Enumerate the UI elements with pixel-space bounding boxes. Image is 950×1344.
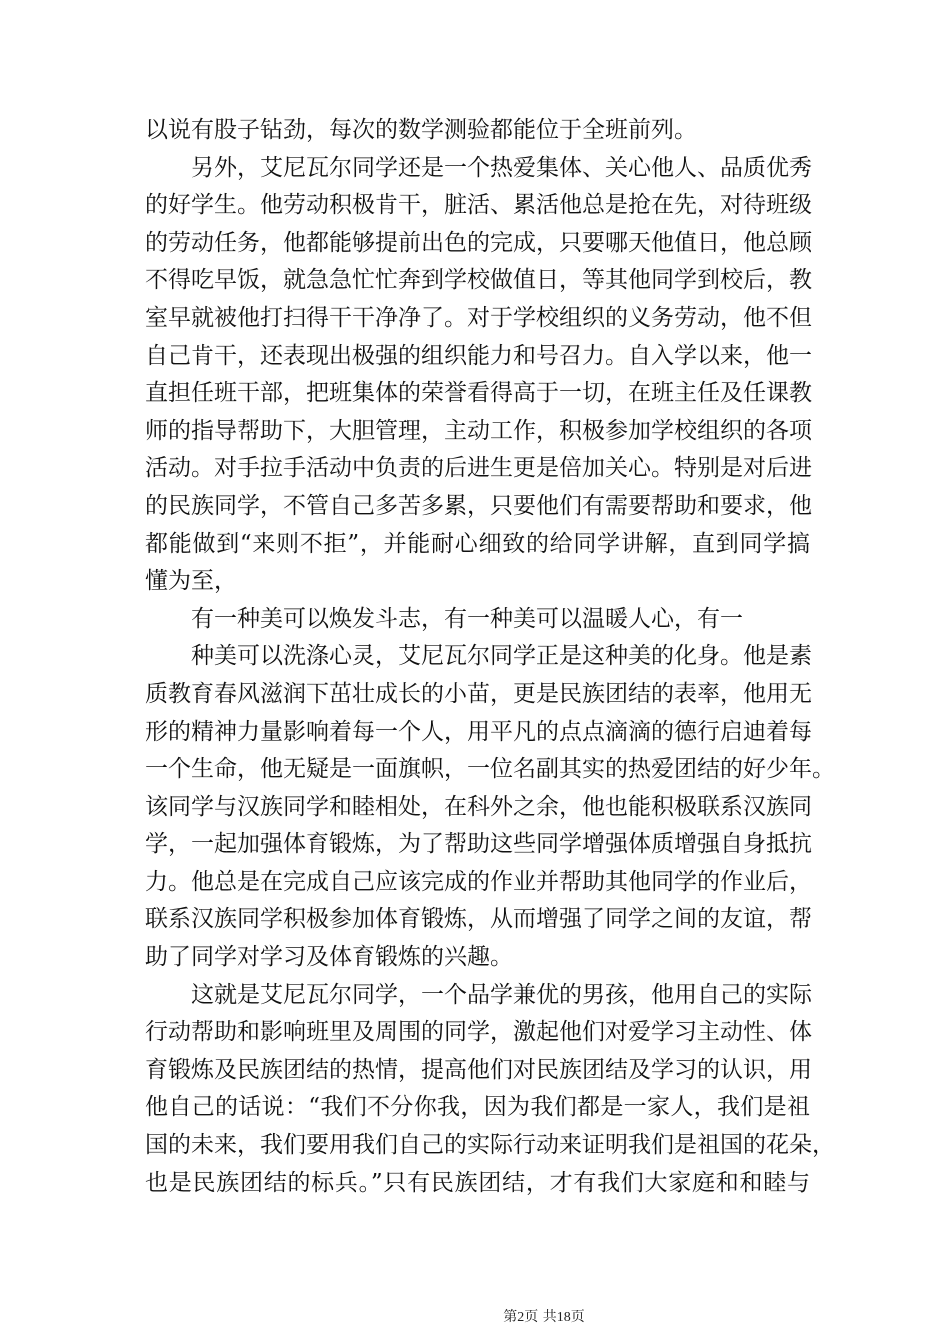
text-line: 自己肯干，还表现出极强的组织能力和号召力。自入学以来，他一 xyxy=(145,342,812,369)
text-line: 国的未来，我们要用我们自己的实际行动来证明我们是祖国的花朵， xyxy=(145,1132,835,1159)
text-line: 形的精神力量影响着每一个人，用平凡的点点滴滴的德行启迪着每 xyxy=(145,718,812,745)
text-line: 的好学生。他劳动积极肯干，脏活、累活他总是抢在先，对待班级 xyxy=(145,192,812,219)
footer-suffix: 页 xyxy=(570,1309,585,1325)
text-line: 行动帮助和影响班里及周围的同学，激起他们对爱学习主动性、体 xyxy=(145,1019,812,1046)
text-line: 懂为至， xyxy=(145,568,237,595)
text-line: 直担任班干部，把班集体的荣誉看得高于一切，在班主任及任课教 xyxy=(145,380,812,407)
text-line: 的民族同学，不管自己多苦多累，只要他们有需要帮助和要求，他 xyxy=(145,492,812,519)
text-line: 育锻炼及民族团结的热情，提高他们对民族团结及学习的认识，用 xyxy=(145,1056,812,1083)
text-line: 室早就被他打扫得干干净净了。对于学校组织的义务劳动，他不但 xyxy=(145,304,812,331)
footer-middle: 页 共 xyxy=(524,1309,557,1325)
text-line: 另外，艾尼瓦尔同学还是一个热爱集体、关心他人、品质优秀 xyxy=(191,154,812,181)
text-line: 质教育春风滋润下茁壮成长的小苗，更是民族团结的表率，他用无 xyxy=(145,680,812,707)
text-line: 的劳动任务，他都能够提前出色的完成，只要哪天他值日，他总顾 xyxy=(145,229,812,256)
text-line: 他自己的话说：“我们不分你我，因为我们都是一家人，我们是祖 xyxy=(145,1094,810,1121)
text-line: 力。他总是在完成自己应该完成的作业并帮助其他同学的作业后， xyxy=(145,868,812,895)
current-page-number: 2 xyxy=(517,1310,525,1325)
text-line: 助了同学对学习及体育锻炼的兴趣。 xyxy=(145,944,513,971)
body-text xyxy=(145,112,835,1202)
text-line: 有一种美可以焕发斗志，有一种美可以温暖人心，有一 xyxy=(191,605,743,632)
page-footer xyxy=(0,1306,950,1326)
total-page-count: 18 xyxy=(556,1310,571,1325)
text-line: 这就是艾尼瓦尔同学，一个品学兼优的男孩，他用自己的实际 xyxy=(191,981,812,1008)
footer-prefix: 第 xyxy=(503,1309,518,1325)
text-line: 师的指导帮助下，大胆管理，主动工作，积极参加学校组织的各项 xyxy=(145,417,812,444)
text-line: 活动。对手拉手活动中负责的后进生更是倍加关心。特别是对后进 xyxy=(145,455,812,482)
text-line: 一个生命，他无疑是一面旗帜，一位名副其实的热爱团结的好少年。 xyxy=(145,756,835,783)
text-line: 以说有股子钻劲，每次的数学测验都能位于全班前列。 xyxy=(145,117,697,143)
text-line: 联系汉族同学积极参加体育锻炼，从而增强了同学之间的友谊，帮 xyxy=(145,906,812,933)
text-line: 也是民族团结的标兵。”只有民族团结，才有我们大家庭和和睦与 xyxy=(145,1169,810,1196)
text-line: 种美可以洗涤心灵，艾尼瓦尔同学正是这种美的化身。他是素 xyxy=(191,643,812,670)
text-line: 不得吃早饭，就急急忙忙奔到学校做值日，等其他同学到校后，教 xyxy=(145,267,812,294)
text-line: 该同学与汉族同学和睦相处，在科外之余，他也能积极联系汉族同 xyxy=(145,793,812,820)
text-line: 学，一起加强体育锻炼，为了帮助这些同学增强体质增强自身抵抗 xyxy=(145,831,812,858)
text-line: 都能做到“来则不拒”，并能耐心细致的给同学讲解，直到同学搞 xyxy=(145,530,810,557)
